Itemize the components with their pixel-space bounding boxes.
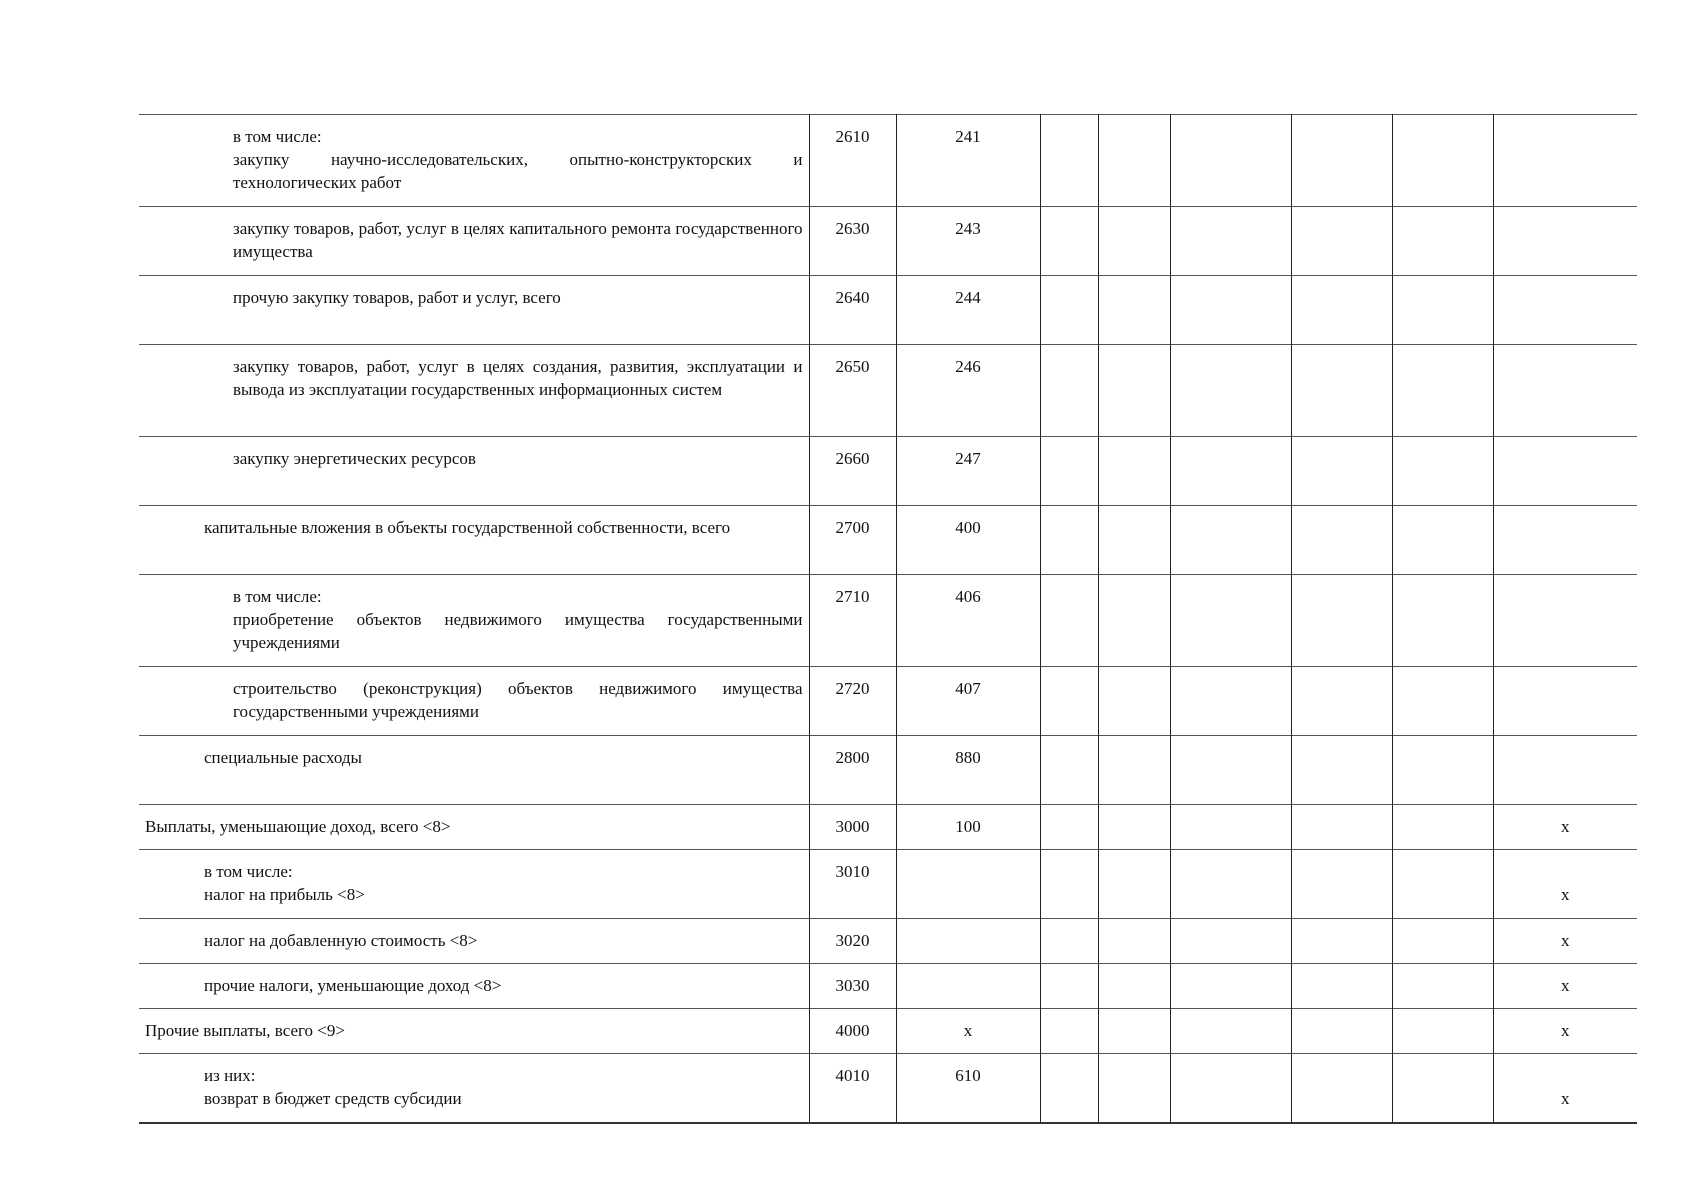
row-code: 3000 [809, 805, 896, 850]
row-code: 4010 [809, 1054, 896, 1123]
row-description [139, 919, 809, 964]
empty-value-cell [1291, 345, 1392, 437]
row-code: 2710 [809, 575, 896, 667]
row-classification-code: 407 [896, 667, 1040, 736]
row-classification-code: 244 [896, 276, 1040, 345]
table-row [139, 736, 1637, 805]
row-description [139, 1009, 809, 1054]
row-classification-code [896, 919, 1040, 964]
empty-value-cell [1392, 667, 1493, 736]
row-description [139, 736, 809, 805]
row-last-column [1493, 736, 1637, 805]
row-classification-code: x [896, 1009, 1040, 1054]
row-code: 4000 [809, 1009, 896, 1054]
row-last-column [1493, 1009, 1637, 1054]
empty-value-cell [1040, 736, 1098, 805]
empty-value-cell [1170, 437, 1291, 506]
empty-value-cell [1098, 575, 1170, 667]
empty-value-cell [1392, 964, 1493, 1009]
empty-value-cell [1170, 667, 1291, 736]
empty-value-cell [1392, 919, 1493, 964]
empty-value-cell [1098, 345, 1170, 437]
empty-value-cell [1098, 805, 1170, 850]
row-code: 2720 [809, 667, 896, 736]
row-description [139, 575, 809, 667]
table-row [139, 919, 1637, 964]
row-code: 2700 [809, 506, 896, 575]
empty-value-cell [1392, 207, 1493, 276]
row-classification-code: 241 [896, 115, 1040, 207]
empty-value-cell [1392, 276, 1493, 345]
description-line: в том числе: [204, 862, 293, 881]
empty-value-cell [1040, 437, 1098, 506]
description-line: налог на добавленную стоимость <8> [204, 931, 478, 950]
row-last-column [1493, 345, 1637, 437]
empty-value-cell [1170, 1009, 1291, 1054]
table-row [139, 115, 1637, 207]
row-description [139, 345, 809, 437]
row-description [139, 964, 809, 1009]
row-classification-code: 880 [896, 736, 1040, 805]
row-description [139, 850, 809, 919]
empty-value-cell [1170, 345, 1291, 437]
row-classification-code [896, 964, 1040, 1009]
row-classification-code: 243 [896, 207, 1040, 276]
row-classification-code: 610 [896, 1054, 1040, 1123]
row-code: 2630 [809, 207, 896, 276]
empty-value-cell [1392, 805, 1493, 850]
table-row [139, 667, 1637, 736]
description-line: специальные расходы [204, 748, 362, 767]
empty-value-cell [1170, 805, 1291, 850]
budget-table [139, 114, 1637, 1124]
description-line: из них: [204, 1066, 256, 1085]
row-last-column [1493, 805, 1637, 850]
row-code: 2610 [809, 115, 896, 207]
empty-value-cell [1170, 964, 1291, 1009]
row-description [139, 506, 809, 575]
row-code: 3010 [809, 850, 896, 919]
empty-value-cell [1291, 964, 1392, 1009]
row-last-column [1493, 207, 1637, 276]
empty-value-cell [1291, 115, 1392, 207]
empty-value-cell [1098, 115, 1170, 207]
table-row [139, 1009, 1637, 1054]
not-applicable-mark: x [1561, 885, 1570, 904]
empty-value-cell [1170, 115, 1291, 207]
row-last-column [1493, 964, 1637, 1009]
row-code: 3030 [809, 964, 896, 1009]
empty-value-cell [1040, 1009, 1098, 1054]
not-applicable-mark: x [1561, 976, 1570, 995]
not-applicable-mark: x [1561, 817, 1570, 836]
empty-value-cell [1392, 437, 1493, 506]
row-classification-code: 247 [896, 437, 1040, 506]
table-row [139, 207, 1637, 276]
table-row [139, 1054, 1637, 1123]
description-line: приобретение объектов недвижимого имущества государственными учреждениями [233, 610, 803, 652]
table-row [139, 437, 1637, 506]
row-classification-code [896, 850, 1040, 919]
row-last-column [1493, 667, 1637, 736]
description-line: Прочие выплаты, всего <9> [145, 1021, 345, 1040]
row-description [139, 1054, 809, 1123]
empty-value-cell [1040, 850, 1098, 919]
empty-value-cell [1098, 964, 1170, 1009]
row-description [139, 276, 809, 345]
empty-value-cell [1291, 437, 1392, 506]
empty-value-cell [1170, 736, 1291, 805]
not-applicable-mark: x [1561, 1089, 1570, 1108]
row-description [139, 207, 809, 276]
empty-value-cell [1170, 850, 1291, 919]
empty-value-cell [1040, 345, 1098, 437]
table-row [139, 805, 1637, 850]
row-code: 2660 [809, 437, 896, 506]
empty-value-cell [1098, 1054, 1170, 1123]
empty-value-cell [1291, 276, 1392, 345]
empty-value-cell [1170, 575, 1291, 667]
table-row [139, 276, 1637, 345]
row-description [139, 437, 809, 506]
empty-value-cell [1291, 850, 1392, 919]
empty-value-cell [1291, 207, 1392, 276]
empty-value-cell [1170, 919, 1291, 964]
row-description [139, 667, 809, 736]
table-row [139, 506, 1637, 575]
row-last-column [1493, 115, 1637, 207]
description-line: в том числе: [233, 127, 322, 146]
empty-value-cell [1291, 506, 1392, 575]
empty-value-cell [1098, 506, 1170, 575]
empty-value-cell [1291, 667, 1392, 736]
table-row [139, 575, 1637, 667]
row-last-column [1493, 850, 1637, 919]
empty-value-cell [1040, 667, 1098, 736]
description-line: возврат в бюджет средств субсидии [204, 1089, 462, 1108]
empty-value-cell [1040, 506, 1098, 575]
empty-value-cell [1040, 1054, 1098, 1123]
empty-value-cell [1392, 1009, 1493, 1054]
empty-value-cell [1392, 850, 1493, 919]
empty-value-cell [1291, 1009, 1392, 1054]
row-last-column [1493, 1054, 1637, 1123]
description-line: в том числе: [233, 587, 322, 606]
empty-value-cell [1392, 1054, 1493, 1123]
empty-value-cell [1040, 207, 1098, 276]
empty-value-cell [1040, 115, 1098, 207]
empty-value-cell [1170, 207, 1291, 276]
row-classification-code: 246 [896, 345, 1040, 437]
empty-value-cell [1291, 805, 1392, 850]
empty-value-cell [1098, 736, 1170, 805]
empty-value-cell [1040, 964, 1098, 1009]
empty-value-cell [1040, 276, 1098, 345]
row-code: 2640 [809, 276, 896, 345]
description-line: капитальные вложения в объекты государственной собственности, всего [204, 518, 731, 537]
empty-value-cell [1392, 575, 1493, 667]
description-line: закупку товаров, работ, услуг в целях создания, развития, эксплуатации и вывода из эксплуатации государственных информационных систем [233, 357, 803, 399]
row-classification-code: 400 [896, 506, 1040, 575]
row-code: 3020 [809, 919, 896, 964]
empty-value-cell [1098, 919, 1170, 964]
row-classification-code: 100 [896, 805, 1040, 850]
not-applicable-mark: x [1561, 1021, 1570, 1040]
empty-value-cell [1291, 919, 1392, 964]
row-last-column [1493, 575, 1637, 667]
table-row [139, 964, 1637, 1009]
empty-value-cell [1392, 115, 1493, 207]
row-classification-code: 406 [896, 575, 1040, 667]
empty-value-cell [1040, 575, 1098, 667]
description-line: закупку товаров, работ, услуг в целях капитального ремонта государственного имущества [233, 219, 803, 261]
empty-value-cell [1098, 667, 1170, 736]
table-body [139, 115, 1637, 1123]
empty-value-cell [1098, 207, 1170, 276]
not-applicable-mark: x [1561, 931, 1570, 950]
row-code: 2800 [809, 736, 896, 805]
description-line: закупку научно-исследовательских, опытно-конструкторских и технологических работ [233, 150, 803, 192]
row-description [139, 805, 809, 850]
empty-value-cell [1291, 1054, 1392, 1123]
empty-value-cell [1392, 736, 1493, 805]
table-row [139, 850, 1637, 919]
row-last-column [1493, 919, 1637, 964]
empty-value-cell [1392, 506, 1493, 575]
empty-value-cell [1170, 506, 1291, 575]
row-description [139, 115, 809, 207]
description-line: закупку энергетических ресурсов [233, 449, 476, 468]
row-code: 2650 [809, 345, 896, 437]
empty-value-cell [1098, 276, 1170, 345]
empty-value-cell [1291, 736, 1392, 805]
empty-value-cell [1291, 575, 1392, 667]
empty-value-cell [1392, 345, 1493, 437]
row-last-column [1493, 276, 1637, 345]
empty-value-cell [1170, 1054, 1291, 1123]
empty-value-cell [1098, 1009, 1170, 1054]
row-last-column [1493, 437, 1637, 506]
empty-value-cell [1170, 276, 1291, 345]
description-line: Выплаты, уменьшающие доход, всего <8> [145, 817, 451, 836]
table-row [139, 345, 1637, 437]
empty-value-cell [1040, 805, 1098, 850]
row-last-column [1493, 506, 1637, 575]
empty-value-cell [1098, 850, 1170, 919]
description-line: прочую закупку товаров, работ и услуг, всего [233, 288, 561, 307]
empty-value-cell [1098, 437, 1170, 506]
description-line: прочие налоги, уменьшающие доход <8> [204, 976, 502, 995]
description-line: строительство (реконструкция) объектов недвижимого имущества государственными учреждениями [233, 679, 803, 721]
description-line: налог на прибыль <8> [204, 885, 365, 904]
empty-value-cell [1040, 919, 1098, 964]
